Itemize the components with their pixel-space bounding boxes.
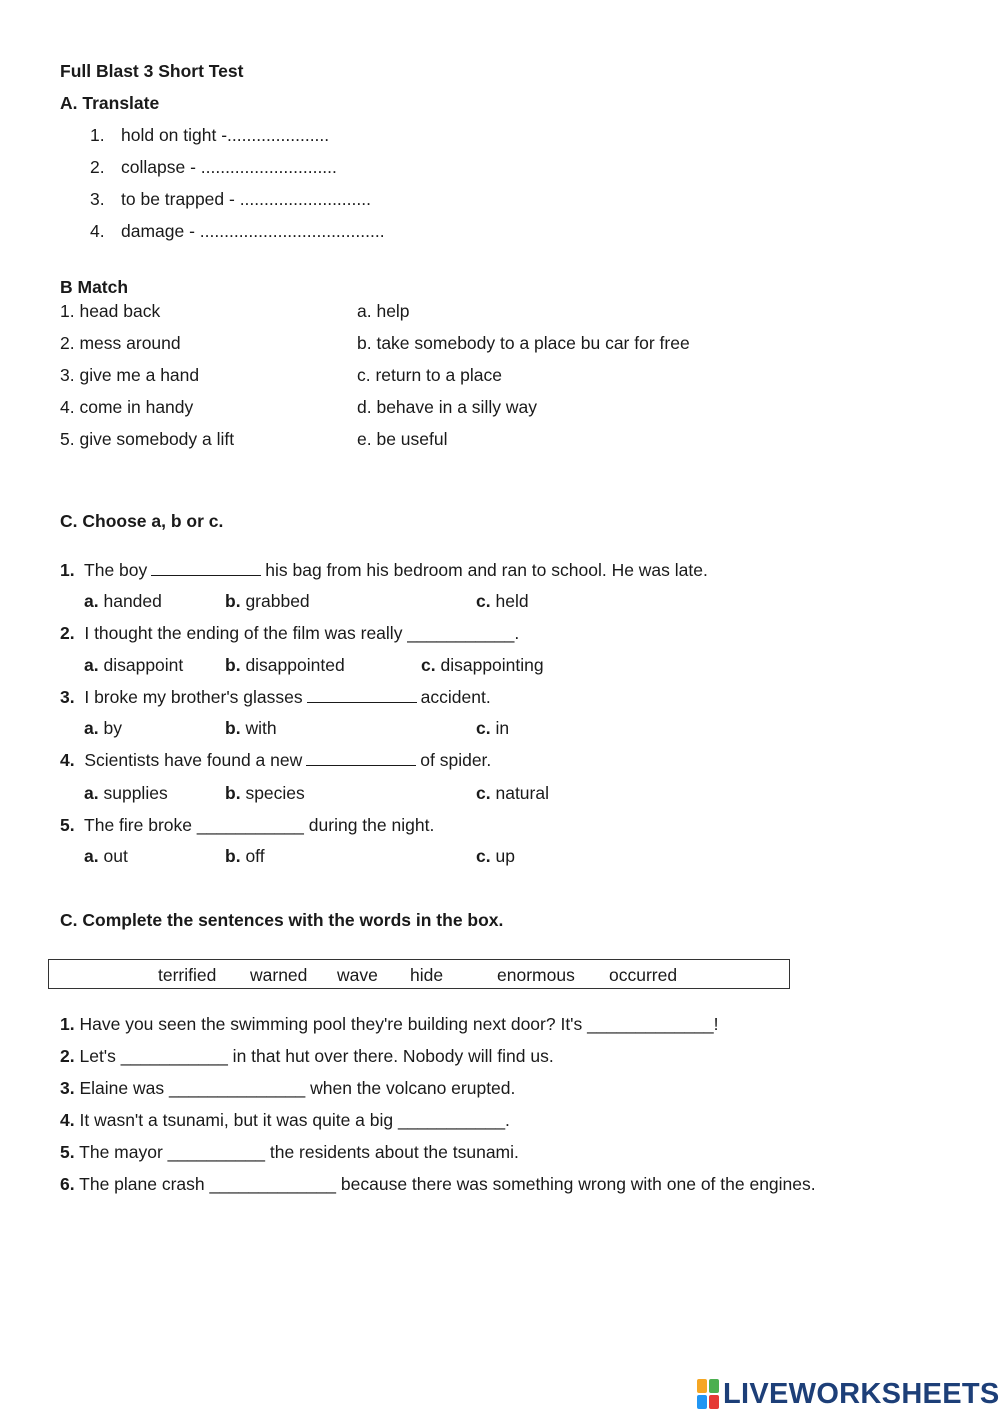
- option-letter: b.: [225, 846, 241, 866]
- option-text: held: [495, 591, 529, 611]
- option-letter: b.: [225, 591, 241, 611]
- option-letter: b.: [225, 655, 241, 675]
- question-number: 3.: [60, 687, 75, 707]
- option-a[interactable]: [84, 591, 162, 612]
- question-text-after: accident.: [420, 687, 491, 707]
- match-definition: d. behave in a silly way: [357, 397, 537, 417]
- option-text: by: [103, 718, 122, 738]
- option-text: disappointed: [245, 655, 345, 675]
- option-c[interactable]: [476, 783, 549, 804]
- translate-item-number: 1.: [90, 125, 105, 145]
- match-definition: b. take somebody to a place bu car for free: [357, 333, 690, 353]
- match-definition: e. be useful: [357, 429, 448, 449]
- option-text: grabbed: [245, 591, 310, 611]
- sentence-4: [60, 1110, 510, 1131]
- liveworksheets-logo: [697, 1378, 1000, 1410]
- option-letter: c.: [476, 718, 491, 738]
- sentence-text: Elaine was ______________ when the volcano erupted.: [79, 1078, 516, 1098]
- sentence-1: [60, 1014, 719, 1035]
- translate-item-number: 3.: [90, 189, 105, 209]
- option-text: disappointing: [440, 655, 544, 675]
- question-number: 4.: [60, 750, 75, 770]
- option-a[interactable]: [84, 783, 168, 804]
- translate-item-number: 4.: [90, 221, 105, 241]
- option-a[interactable]: [84, 846, 128, 867]
- option-letter: c.: [476, 783, 491, 803]
- option-a[interactable]: [84, 718, 122, 739]
- word-box-word: terrified: [158, 965, 217, 985]
- question-text-before: The fire broke ___________: [84, 815, 304, 835]
- translate-item-1: [90, 125, 330, 146]
- sentence-text: Have you seen the swimming pool they're building next door? It's _____________!: [79, 1014, 719, 1034]
- logo-block-icon: [709, 1379, 719, 1393]
- sentence-text: The mayor __________ the residents about the tsunami.: [79, 1142, 519, 1162]
- option-letter: a.: [84, 846, 99, 866]
- sentence-text: The plane crash _____________ because there was something wrong with one of the engines.: [79, 1174, 816, 1194]
- option-text: disappoint: [103, 655, 184, 675]
- question-text-before: The boy: [84, 560, 148, 580]
- translate-item-2: [90, 157, 337, 178]
- option-text: species: [245, 783, 305, 803]
- option-a[interactable]: [84, 655, 183, 676]
- sentence-number: 6.: [60, 1174, 75, 1194]
- match-phrase: 4. come in handy: [60, 397, 194, 417]
- word-box-word: warned: [250, 965, 308, 985]
- question-1: [60, 560, 708, 581]
- sentence-text: It wasn't a tsunami, but it was quite a big ___________.: [79, 1110, 510, 1130]
- option-c[interactable]: [421, 655, 544, 676]
- option-text: handed: [103, 591, 162, 611]
- option-b[interactable]: [225, 846, 265, 867]
- sentence-5: [60, 1142, 519, 1163]
- option-c[interactable]: [476, 591, 529, 612]
- sentence-number: 3.: [60, 1078, 75, 1098]
- option-letter: a.: [84, 718, 99, 738]
- sentence-number: 4.: [60, 1110, 75, 1130]
- logo-block-icon: [697, 1395, 707, 1409]
- match-definition: c. return to a place: [357, 365, 502, 385]
- translate-item-3: [90, 189, 371, 210]
- question-number: 1.: [60, 560, 75, 580]
- section-b-heading: B Match: [60, 277, 129, 297]
- word-box-word: hide: [410, 965, 444, 985]
- option-text: natural: [495, 783, 549, 803]
- answer-blank[interactable]: [307, 688, 417, 703]
- word-box-word: enormous: [497, 965, 575, 985]
- match-definition: a. help: [357, 301, 410, 321]
- match-phrase: 1. head back: [60, 301, 161, 321]
- option-b[interactable]: [225, 655, 345, 676]
- translate-item-text: collapse - ............................: [121, 157, 337, 177]
- translate-item-number: 2.: [90, 157, 105, 177]
- option-letter: b.: [225, 783, 241, 803]
- logo-mark-icon: [697, 1379, 719, 1409]
- answer-blank[interactable]: [306, 751, 416, 766]
- translate-item-text: damage - ......................................: [121, 221, 385, 241]
- option-letter: c.: [421, 655, 436, 675]
- sentence-6: [60, 1174, 816, 1195]
- section-c-heading: C. Choose a, b or c.: [60, 511, 224, 531]
- sentence-number: 2.: [60, 1046, 75, 1066]
- match-phrase: 2. mess around: [60, 333, 181, 353]
- option-text: off: [245, 846, 265, 866]
- sentence-3: [60, 1078, 515, 1099]
- question-text-after: of spider.: [420, 750, 492, 770]
- option-letter: c.: [476, 846, 491, 866]
- worksheet-title: Full Blast 3 Short Test: [60, 61, 244, 81]
- question-5: [60, 815, 434, 836]
- option-b[interactable]: [225, 591, 310, 612]
- question-text-before: I thought the ending of the film was really ___________.: [84, 623, 520, 643]
- option-text: with: [245, 718, 277, 738]
- question-2: [60, 623, 519, 644]
- option-letter: a.: [84, 783, 99, 803]
- question-text-after: during the night.: [308, 815, 435, 835]
- option-b[interactable]: [225, 783, 305, 804]
- logo-text: LIVEWORKSHEETS: [723, 1377, 1000, 1410]
- question-text-after: his bag from his bedroom and ran to school. He was late.: [265, 560, 708, 580]
- logo-block-icon: [709, 1395, 719, 1409]
- translate-item-text: to be trapped - ...........................: [121, 189, 371, 209]
- translate-item-text: hold on tight -.....................: [121, 125, 330, 145]
- translate-item-4: [90, 221, 385, 242]
- section-a-heading: A. Translate: [60, 93, 160, 113]
- question-text-before: Scientists have found a new: [84, 750, 303, 770]
- option-b[interactable]: [225, 718, 277, 739]
- question-text-before: I broke my brother's glasses: [84, 687, 303, 707]
- option-c[interactable]: [476, 718, 509, 739]
- sentence-2: [60, 1046, 554, 1067]
- word-box: [48, 959, 790, 989]
- question-number: 5.: [60, 815, 75, 835]
- answer-blank[interactable]: [151, 561, 261, 576]
- option-letter: c.: [476, 591, 491, 611]
- option-letter: b.: [225, 718, 241, 738]
- question-3: [60, 687, 491, 708]
- match-phrase: 3. give me a hand: [60, 365, 200, 385]
- option-text: supplies: [103, 783, 168, 803]
- match-phrase: 5. give somebody a lift: [60, 429, 235, 449]
- option-c[interactable]: [476, 846, 515, 867]
- option-text: in: [495, 718, 510, 738]
- sentence-number: 1.: [60, 1014, 75, 1034]
- word-box-word: occurred: [609, 965, 678, 985]
- question-number: 2.: [60, 623, 75, 643]
- option-letter: a.: [84, 591, 99, 611]
- sentence-number: 5.: [60, 1142, 75, 1162]
- section-d-heading: C. Complete the sentences with the words in the box.: [60, 910, 504, 930]
- option-text: up: [495, 846, 515, 866]
- question-4: [60, 750, 491, 771]
- option-text: out: [103, 846, 128, 866]
- option-letter: a.: [84, 655, 99, 675]
- sentence-text: Let's ___________ in that hut over there. Nobody will find us.: [79, 1046, 554, 1066]
- word-box-word: wave: [337, 965, 378, 985]
- logo-block-icon: [697, 1379, 707, 1393]
